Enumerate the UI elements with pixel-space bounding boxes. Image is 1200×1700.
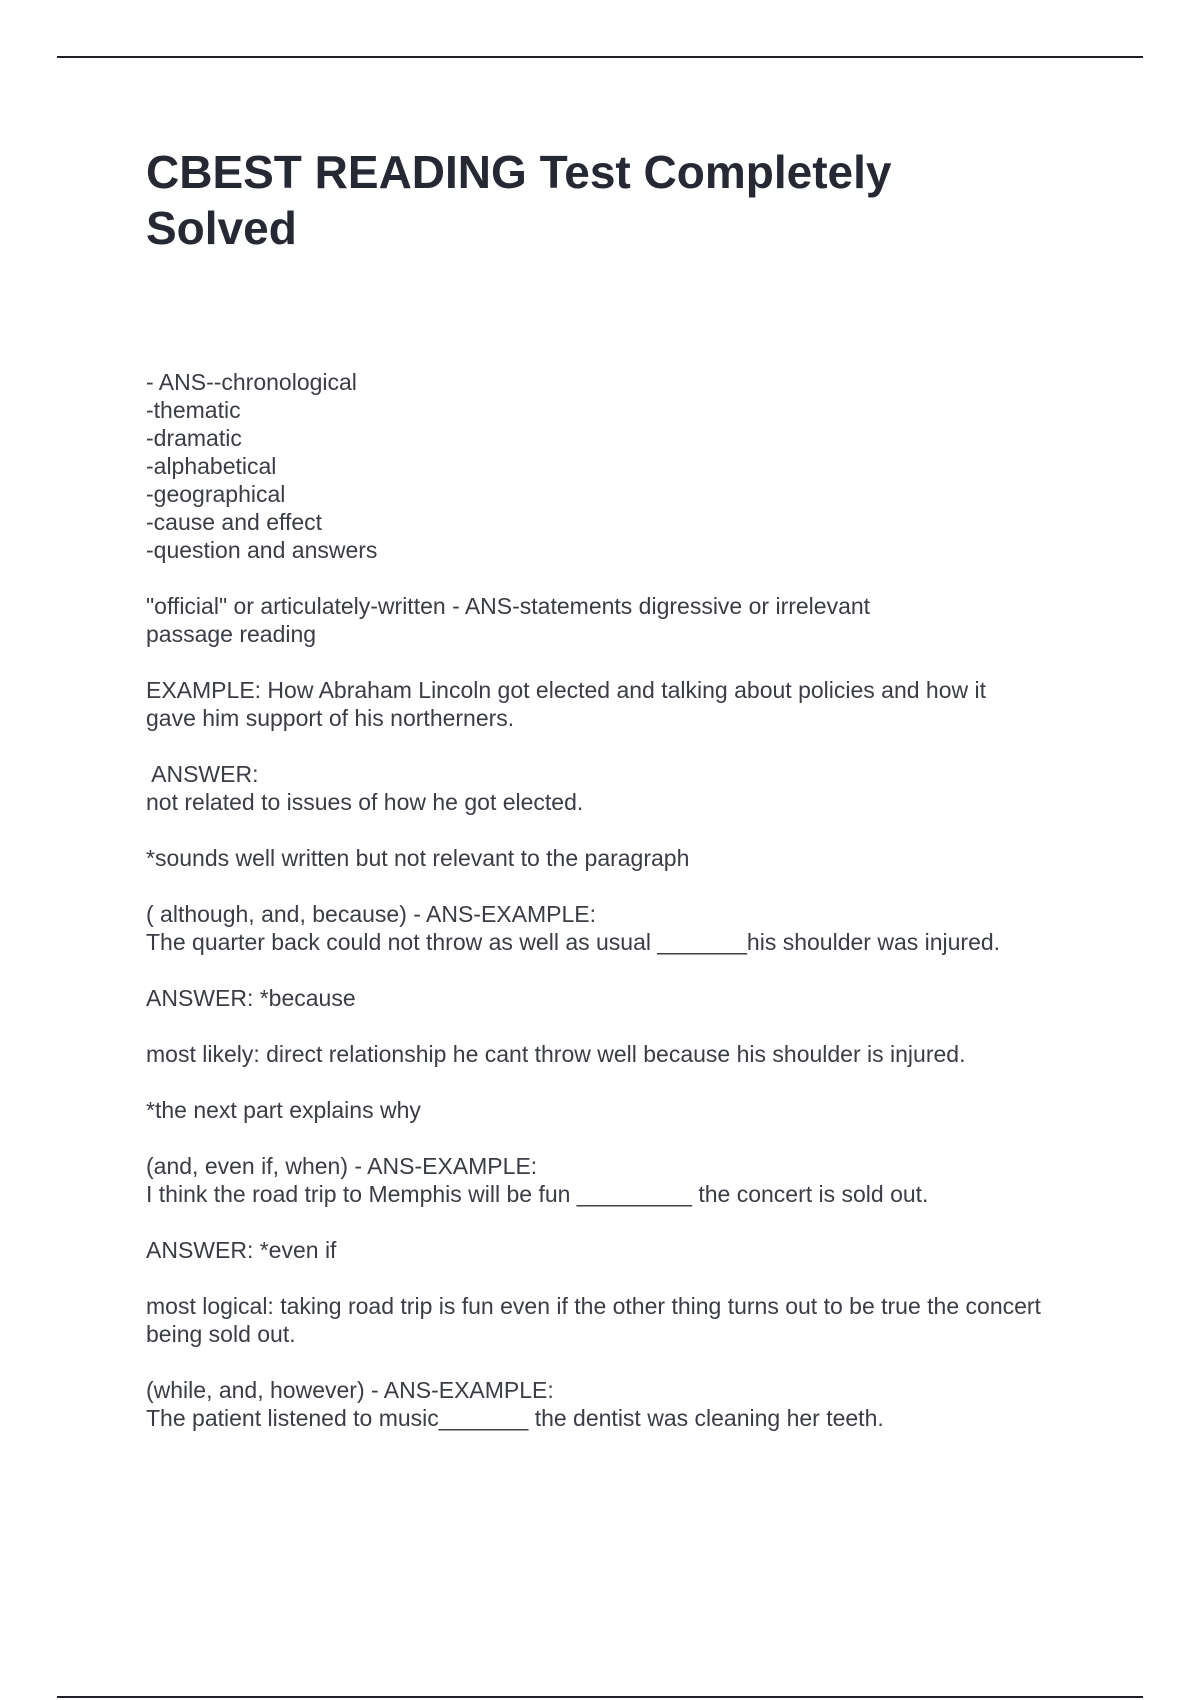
text-line: - ANS--chronological [146, 369, 357, 395]
title-line: Solved [146, 202, 297, 254]
document-title [146, 144, 1106, 256]
paragraph-even-if-answer [146, 1236, 1106, 1264]
text-line: -geographical [146, 481, 286, 507]
paragraph-even-if-example [146, 1152, 1106, 1208]
text-line: *the next part explains why [146, 1097, 421, 1123]
footer-rule [57, 1696, 1143, 1698]
text-line: EXAMPLE: How Abraham Lincoln got elected and talking about policies and how it [146, 677, 987, 703]
text-line: most likely: direct relationship he cant throw well because his shoulder is injured. [146, 1041, 966, 1067]
text-line: ANSWER: *because [146, 985, 356, 1011]
text-line: being sold out. [146, 1321, 296, 1347]
text-line: -dramatic [146, 425, 242, 451]
text-line: gave him support of his northerners. [146, 705, 515, 731]
paragraph-next-part-note [146, 1096, 1106, 1124]
paragraph-because-example [146, 900, 1106, 956]
text-line: -question and answers [146, 537, 378, 563]
paragraph-official-statements [146, 592, 1106, 648]
paragraph-even-if-explanation [146, 1292, 1106, 1348]
text-line: ANSWER: *even if [146, 1237, 337, 1263]
paragraph-while-example [146, 1376, 1106, 1432]
paragraph-organization-types [146, 368, 1106, 564]
text-line: The patient listened to music_______ the dentist was cleaning her teeth. [146, 1405, 884, 1431]
paragraph-because-explanation [146, 1040, 1106, 1068]
paragraph-note-relevance [146, 844, 1106, 872]
paragraph-because-answer [146, 984, 1106, 1012]
text-line: *sounds well written but not relevant to the paragraph [146, 845, 690, 871]
text-line: (while, and, however) - ANS-EXAMPLE: [146, 1377, 554, 1403]
text-line: -alphabetical [146, 453, 277, 479]
text-line: ( although, and, because) - ANS-EXAMPLE: [146, 901, 597, 927]
paragraph-lincoln-example [146, 676, 1106, 732]
text-line: passage reading [146, 621, 317, 647]
text-line: not related to issues of how he got elected. [146, 789, 584, 815]
text-line: ANSWER: [146, 761, 259, 787]
text-line: most logical: taking road trip is fun even if the other thing turns out to be true the concert [146, 1293, 1041, 1319]
text-line: -cause and effect [146, 509, 323, 535]
text-line: I think the road trip to Memphis will be fun _________ the concert is sold out. [146, 1181, 929, 1207]
text-line: "official" or articulately-written - ANS-statements digressive or irrelevant [146, 593, 871, 619]
paragraph-lincoln-answer [146, 760, 1106, 816]
title-line: CBEST READING Test Completely [146, 146, 892, 198]
text-line: (and, even if, when) - ANS-EXAMPLE: [146, 1153, 538, 1179]
header-rule [57, 56, 1143, 58]
text-line: -thematic [146, 397, 241, 423]
text-line: The quarter back could not throw as well as usual _______his shoulder was injured. [146, 929, 1001, 955]
document-body [146, 368, 1106, 1460]
